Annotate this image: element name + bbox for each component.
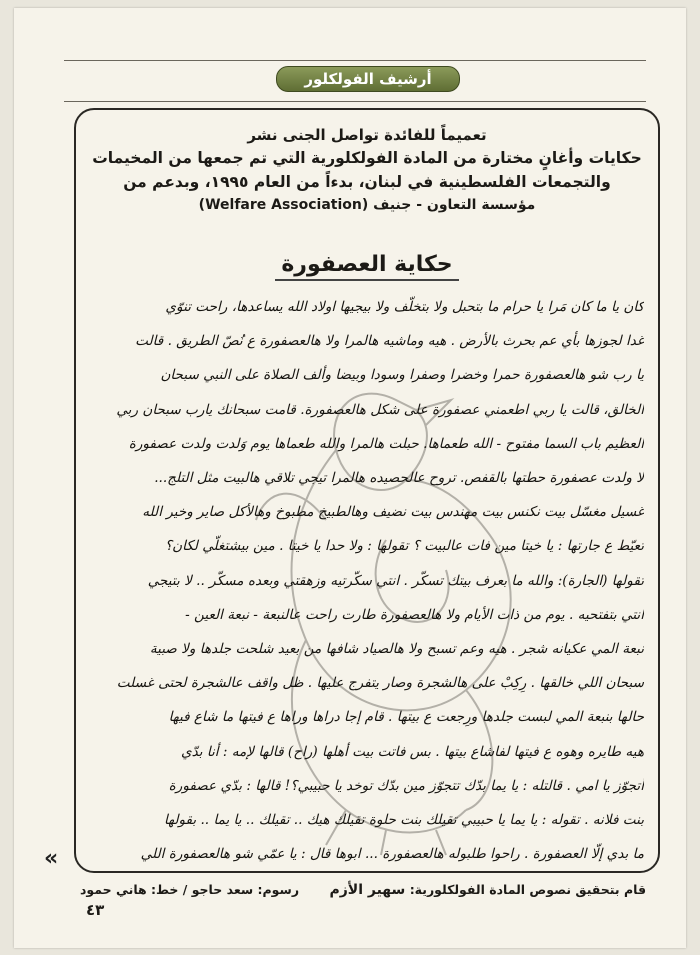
bleed-through-text — [658, 118, 686, 518]
story-line: بنت فلانه . تقوله : يا يما يا حبيبي تقيلك بنت حلوة تقيلك هيك .. تقيلك .. يا يما .. بقولها — [163, 812, 644, 829]
editor-credit — [329, 882, 646, 898]
header-rule — [64, 101, 646, 102]
page-number: ٤٣ — [86, 901, 105, 919]
story-line: الخالق، قالت يا ربي اطعمني عصفورة على شكل هالعصفورة. قامت سبحانك يارب سبحان ربي — [116, 401, 644, 418]
magazine-page — [14, 8, 686, 948]
story-line: تعيّط ع جارتها : يا خيتا مين فات عالبيت ؟ تقولها : ولا حدا يا خيتا . مين بيشتغلّي لكان؟ — [164, 538, 644, 555]
story-line: سبحان اللي خالقها . رِكِبْ على هالشجرة وصار يتفرج عليها . ظل واقف عالشجرة لحتى غسلت — [116, 675, 644, 692]
intro-line-3: والتجمعات الفلسطينية في لبنان، بدءاً من العام ١٩٩٥، وبدعم من — [123, 173, 611, 191]
story-line — [94, 871, 644, 873]
editor-credit-prefix: قام بتحقيق نصوص المادة الفولكلورية: — [409, 882, 646, 897]
story-frame — [74, 108, 660, 873]
story-body — [94, 290, 644, 873]
intro-line-1: تعميماً للفائدة تواصل الجنى نشر — [247, 126, 487, 144]
story-line: انتي بتفتحيه . يوم من ذات الأيام ولا هالعصفورة طارت راحت عالنبعة - نبعة العين - — [185, 606, 644, 623]
story-line: غسيل مغسّل بيت نكنس بيت مهندس بيت نضيف وهالطبيخ مطبوخ وهالأكل صاير وخير الله — [142, 504, 644, 521]
credits-line — [80, 882, 646, 898]
story-line: حالها بنبعة المي لبست جلدها ورِجعت ع بيتها . قام إجا دراها وراها ع فيتها ما شاع فيها — [168, 709, 644, 726]
story-title-text: حكاية العصفورة — [275, 252, 458, 281]
story-line: نبعة المي عكيانه شجر . هيه وعم تسبح ولا هالصياد شافها من بعيد شلحت جلدها ولا صبية — [149, 641, 644, 658]
story-title — [76, 252, 658, 277]
double-chevron-left-icon: « — [44, 846, 59, 871]
editor-credit-name: سهير الأزم — [329, 882, 406, 898]
intro-line-4: مؤسسة التعاون - جنيف (Welfare Association) — [198, 197, 536, 213]
art-credit: رسوم: سعد حاجو / خط: هاني حمود — [80, 882, 300, 897]
intro-block — [76, 124, 658, 216]
story-line: ما بدي إلّا العصفورة . راحوا طلبوله هالعصفورة ... ابوها قال : يا عمّي شو هالعصفورة اللي — [140, 846, 644, 863]
top-rule — [64, 60, 646, 61]
story-line: غدا لجوزها بأي عم بحرث بالأرض . هيه وماشيه هالمرا ولا هالعصفورة ع نُصّ الطريق . قالت — [135, 333, 644, 350]
story-line: كان يا ما كان مَرا يا حرام ما بتحبل ولا بتخلّف ولا بيجيها اولاد الله يساعدها، راحت تنوّي — [165, 299, 644, 315]
intro-line-2: حكايات وأغانٍ مختارة من المادة الفولكلورية التي تم جمعها من المخيمات — [92, 149, 642, 167]
story-line: تقولها (الجارة): والله ما بعرف بيتك تسكّر . انتي سكّرتيه وزهقتي وبعده مسكّر .. لا بتيجي — [147, 572, 644, 589]
section-header — [276, 66, 460, 92]
story-line: يا رب شو هالعصفورة حمرا وخضرا وصفرا وسودا وبيضا وألف الصلاة على النبي سبحان — [160, 367, 644, 384]
story-line: العظيم باب السما مفتوح - الله طعماها. حبلت هالمرا والله طعماها يوم وَلدت ولدت عصفورة — [128, 435, 644, 452]
story-line: لا ولدت عصفورة حطتها بالقفص. تروح عالحصيده هالمرا تيجي تلاقي هالبيت مثل التلج... — [154, 470, 644, 487]
story-line: أتجوّز يا امي . قالتله : يا يما بدّك تتجوّز مين بدّك توخد يا حبيبي؟! قالها : بدّي عصفورة — [168, 777, 644, 794]
story-line: هيه طايره وهوه ع فيتها لفاشاع بيتها . بس فاتت بيت أهلها (راح) قالها لإمه : أنا بدّي — [180, 743, 644, 760]
section-header-label: أرشيف الفولكلور — [304, 70, 432, 88]
